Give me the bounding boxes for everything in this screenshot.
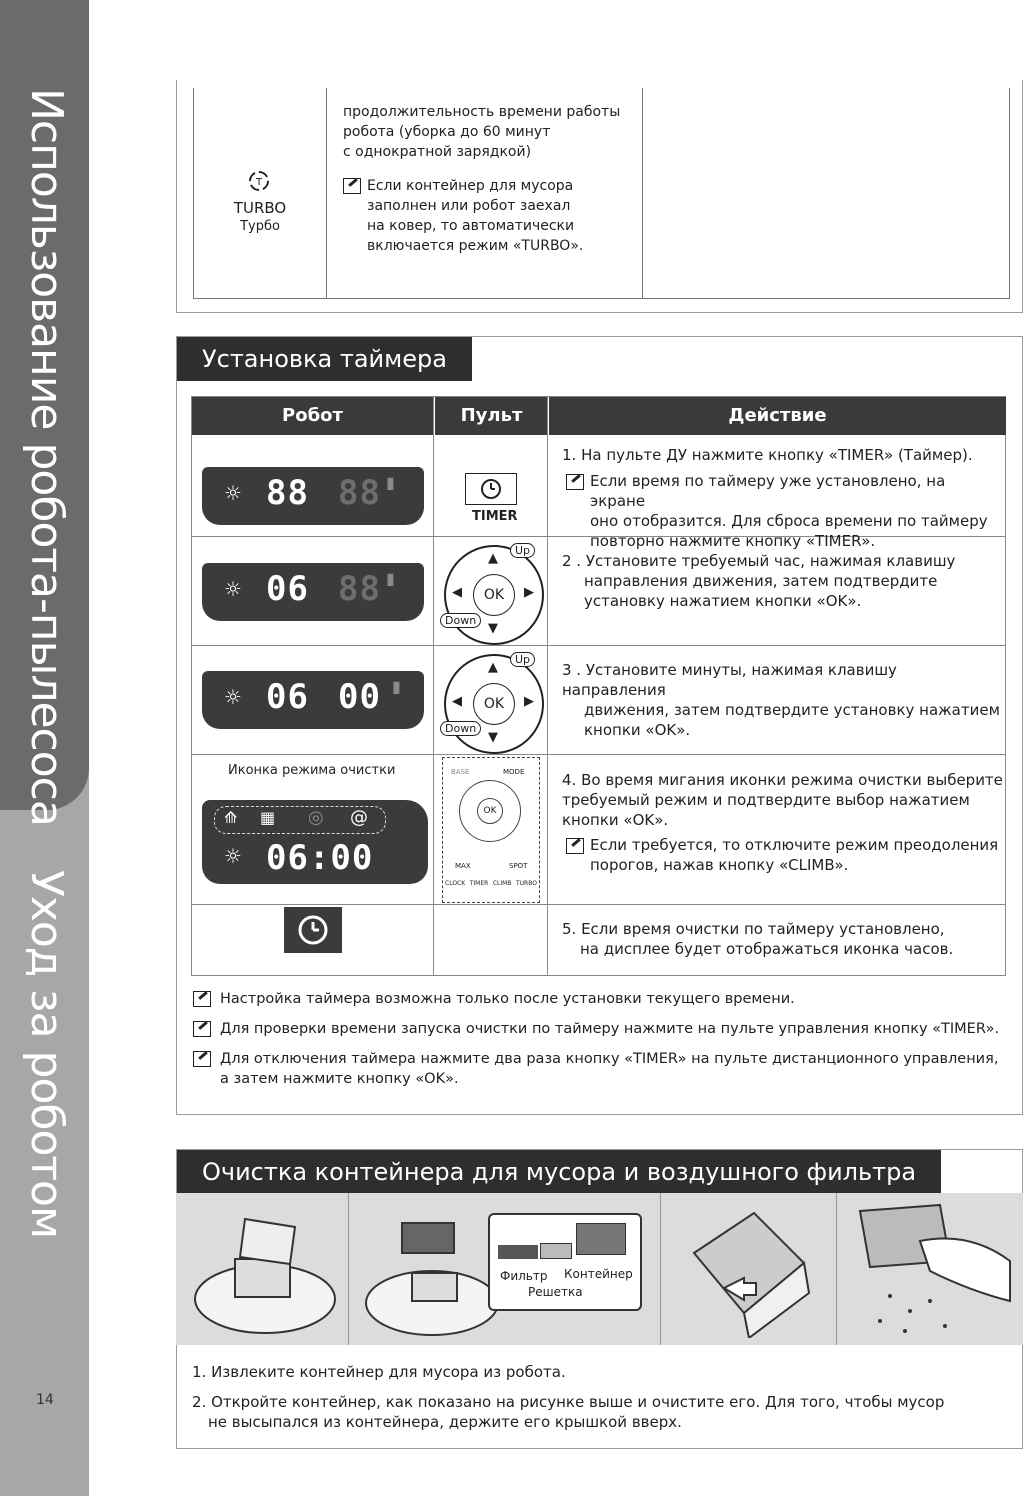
mode-icon-max: ▦ [260,808,276,827]
open-container-illustration [674,1203,824,1338]
turbo-desc-line: с однократной зарядкой) [343,144,532,160]
sidebar [0,0,89,1496]
note-line: повторно нажмите кнопку «TIMER». [590,532,876,550]
remote-clock-label[interactable]: CLOCK [445,880,466,887]
note-icon [193,1021,211,1037]
note-line: Если время по таймеру уже установлено, на экране [590,472,946,510]
display-time: 06:00 [266,838,374,878]
note-line: оно отобразится. Для сброса времени по таймеру [590,512,988,530]
battery-icon: ▮ [386,473,395,492]
display-hours: 06 [266,677,309,717]
remote-base-label: BASE [451,768,470,776]
remote-control[interactable] [442,757,540,903]
note-icon [566,838,584,854]
arrow-right-icon: ▶ [524,694,534,709]
cleaning-step-2: 2. Откройте контейнер, как показано на рисунке выше и очистите его. Для того, чтобы мусор [192,1393,945,1411]
display-minutes: 88 [338,473,381,513]
arrow-up-icon: ▲ [488,551,498,566]
turbo-label: TURBO [233,199,287,217]
mode-icon-climb: ⟰ [224,808,238,827]
turbo-desc-line: продолжительность времени работы [343,104,621,120]
mode-icon-auto: ◎ [308,807,324,828]
header-action: Действие [548,397,1006,435]
turbo-note-line: Если контейнер для мусора [367,178,574,194]
turbo-icon [246,168,272,194]
icon-callout-label: Иконка режима очистки [228,763,396,778]
step-line: 3 . Установите минуты, нажимая клавишу направления [562,661,897,699]
remote-turbo-label[interactable]: TURBO [516,880,537,887]
timer-sun-icon: ☼ [224,481,242,505]
note-line: порогов, нажав кнопку «CLIMB». [590,856,849,874]
arrow-right-icon: ▶ [524,585,534,600]
mode-icon-spot: @ [350,807,368,828]
timer-table [191,396,1006,976]
step-2-text [562,551,955,611]
timer-note-2: Для проверки времени запуска очистки по таймеру нажмите на пульте управления кнопку «TIMER». [220,1021,1000,1037]
step-line: на дисплее будет отображаться иконка часов. [580,940,954,958]
col-divider [547,397,548,975]
turbo-note-line: заполнен или робот заехал [367,198,571,214]
remote-ok-button[interactable]: OK [477,798,503,824]
step-line: требуемый режим и подтвердите выбор нажатием [562,791,970,809]
turbo-icon-cell [194,88,327,298]
arrow-down-icon: ▼ [488,730,498,745]
display-minutes: 88 [338,569,381,609]
cleaning-section-title: Очистка контейнера для мусора и воздушного фильтра [177,1150,941,1194]
robot-full-display [202,800,428,884]
header-robot: Робот [192,397,433,435]
step-1-text [562,445,973,465]
filter-part [498,1245,538,1259]
grid-label: Решетка [528,1285,583,1299]
container-part [576,1223,626,1255]
timer-section-title: Установка таймера [177,337,472,381]
cleaning-illustrations [176,1193,1023,1345]
display-hours: 06 [266,569,309,609]
display-hours: 88 [266,473,309,513]
grid-part [540,1243,572,1259]
turbo-text-cell [327,88,643,298]
container-label: Контейнер [564,1267,633,1281]
timer-note-1: Настройка таймера возможна только после установки текущего времени. [220,991,795,1007]
header-remote: Пульт [434,397,548,435]
svg-text:T: T [255,177,263,188]
arrow-left-icon: ◀ [452,694,462,709]
parts-callout [488,1213,642,1311]
remote-max-label: MAX [455,862,471,870]
robot-display [202,671,424,729]
robot-open-illustration [190,1209,340,1339]
pic-divider [660,1193,661,1345]
container-removal-illustration [362,1203,502,1338]
page-number: 14 [36,1392,54,1408]
step-1-note [590,471,1005,551]
filter-label: Фильтр [500,1269,548,1283]
turbo-sublabel: Турбо [240,219,280,234]
clock-icon [466,474,516,504]
cleaning-step-2b: не высыпался из контейнера, держите его крышкой вверх. [208,1413,682,1431]
direction-pad[interactable] [444,545,544,645]
step-line: кнопки «OK». [562,811,669,829]
note-icon [343,178,361,194]
down-label: Down [440,721,481,736]
turbo-note-line: на ковер, то автоматически [367,218,575,234]
timer-sun-icon: ☼ [224,577,242,601]
arrow-up-icon: ▲ [488,660,498,675]
battery-icon: ▮ [386,569,395,588]
remote-mode-label: MODE [503,768,525,776]
sidebar-chapter-title: Использование робота-пылесоса [21,88,72,826]
sidebar-chapter-title-2: Уход за роботом [21,870,72,1239]
down-label: Down [440,613,481,628]
brush-filter-illustration [850,1201,1016,1341]
row-divider [192,645,1005,646]
cleaning-step-1: 1. Извлеките контейнер для мусора из робота. [192,1363,566,1381]
clock-display-icon [284,907,342,953]
turbo-note [367,176,583,256]
timer-sun-icon: ☼ [224,844,242,868]
direction-pad[interactable] [444,654,544,754]
up-label: Up [510,543,535,558]
note-icon [193,1051,211,1067]
turbo-table [193,88,1010,299]
timer-button[interactable] [465,473,517,505]
col-divider [433,397,434,975]
step-4-text [562,770,1003,830]
turbo-note-line: включается режим «TURBO». [367,238,584,254]
pic-divider [836,1193,837,1345]
timer-sun-icon: ☼ [224,685,242,709]
step-line: 4. Во время мигания иконки режима очистки выберите [562,771,1003,789]
turbo-desc-line: робота (уборка до 60 минут [343,124,551,140]
note-line: Если требуется, то отключите режим преодоления [590,836,999,854]
row-divider [192,904,1005,905]
ok-button[interactable]: OK [473,683,515,725]
robot-display [202,467,424,525]
remote-spot-label: SPOT [509,862,528,870]
remote-bottom-buttons [445,880,537,887]
step-4-note [590,835,998,875]
step-line: движения, затем подтвердите установку нажатием [584,701,1000,719]
step-line: 5. Если время очистки по таймеру установлено, [562,920,945,938]
arrow-left-icon: ◀ [452,585,462,600]
row-divider [192,754,1005,755]
timer-note-3b: а затем нажмите кнопку «OK». [220,1071,459,1087]
timer-button-label: TIMER [472,509,518,524]
note-icon [193,991,211,1007]
turbo-desc [343,102,620,162]
pic-divider [348,1193,349,1345]
up-label: Up [510,652,535,667]
step-line: 1. На пульте ДУ нажмите кнопку «TIMER» (Таймер). [562,446,973,464]
arrow-down-icon: ▼ [488,621,498,636]
step-5-text [562,919,953,959]
robot-display [202,563,424,621]
step-line: кнопки «OK». [584,721,691,739]
step-line: 2 . Установите требуемый час, нажимая клавишу [562,552,956,570]
step-line: установку нажатием кнопки «OK». [584,592,862,610]
battery-icon: ▮ [392,677,401,696]
remote-timer-label[interactable]: TIMER [469,880,489,887]
note-icon [566,474,584,490]
step-line: направления движения, затем подтвердите [584,572,938,590]
step-3-text [562,660,1005,740]
timer-note-3: Для отключения таймера нажмите два раза кнопку «TIMER» на пульте дистанционного управления, [220,1051,999,1067]
ok-button[interactable]: OK [473,574,515,616]
remote-climb-label[interactable]: CLIMB [492,880,512,887]
display-minutes: 00 [338,677,381,717]
